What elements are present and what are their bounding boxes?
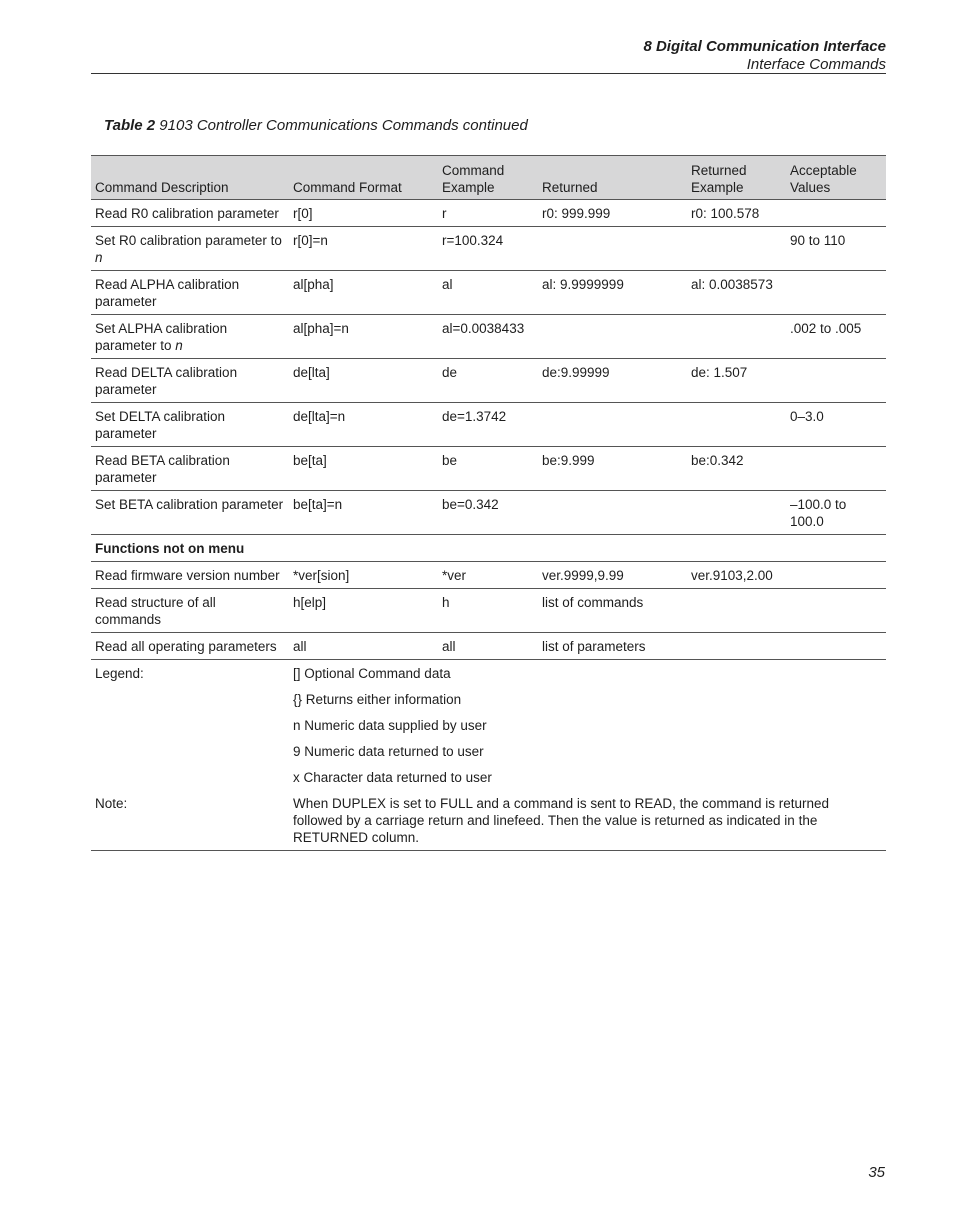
cell-example: al <box>438 271 538 315</box>
cell-format: al[pha]=n <box>289 315 438 359</box>
cell-returned-example: r0: 100.578 <box>687 200 786 227</box>
cell-example: h <box>438 589 538 633</box>
cell-description: Read ALPHA calibration parameter <box>91 271 289 315</box>
cell-values <box>786 447 886 491</box>
table-row <box>91 200 886 227</box>
page-number: 35 <box>868 1164 885 1181</box>
legend-item: {} Returns either information <box>293 692 462 707</box>
table-caption <box>104 117 528 134</box>
cell-returned <box>538 227 687 271</box>
note-row <box>91 790 886 851</box>
cell-returned <box>538 491 687 535</box>
cell-format: all <box>289 633 438 660</box>
cell-returned-example: al: 0.0038573 <box>687 271 786 315</box>
cell-returned: be:9.999 <box>538 447 687 491</box>
section-row <box>91 535 886 562</box>
table-row <box>91 491 886 535</box>
table-row <box>91 315 886 359</box>
legend-item: n Numeric data supplied by user <box>293 718 487 733</box>
cell-returned-example: ver.9103,2.00 <box>687 562 786 589</box>
cell-description: Read all operating parameters <box>91 633 289 660</box>
cell-values <box>786 589 886 633</box>
table-row <box>91 227 886 271</box>
table-row <box>91 447 886 491</box>
cell-returned: al: 9.9999999 <box>538 271 687 315</box>
cell-returned-example <box>687 589 786 633</box>
section-title: Interface Commands <box>746 56 886 73</box>
legend-row <box>91 660 886 687</box>
legend-row <box>91 764 886 790</box>
cell-values <box>786 200 886 227</box>
table-row <box>91 633 886 660</box>
column-header: Command Example <box>438 156 538 200</box>
cell-format: de[lta] <box>289 359 438 403</box>
cell-description: Set DELTA calibration parameter <box>91 403 289 447</box>
cell-description <box>91 227 289 271</box>
cell-example: de <box>438 359 538 403</box>
cell-example: *ver <box>438 562 538 589</box>
legend-row <box>91 738 886 764</box>
header-rule <box>91 73 886 74</box>
cell-values: 90 to 110 <box>786 227 886 271</box>
cell-example: r=100.324 <box>438 227 538 271</box>
cell-description: Read DELTA calibration parameter <box>91 359 289 403</box>
table-row <box>91 271 886 315</box>
caption-text: 9103 Controller Communications Commands continued <box>155 117 528 134</box>
cell-description: Read R0 calibration parameter <box>91 200 289 227</box>
cell-returned <box>538 403 687 447</box>
cell-example: al=0.0038433 <box>438 315 538 359</box>
page-header <box>643 38 886 74</box>
cell-description: Read firmware version number <box>91 562 289 589</box>
cell-format: r[0] <box>289 200 438 227</box>
cell-description: Read BETA calibration parameter <box>91 447 289 491</box>
legend-item: x Character data returned to user <box>293 770 492 785</box>
description-variable: n <box>95 250 103 265</box>
table-row <box>91 562 886 589</box>
cell-values <box>786 271 886 315</box>
cell-format: r[0]=n <box>289 227 438 271</box>
description-text: Set R0 calibration parameter to <box>95 233 282 248</box>
cell-example: all <box>438 633 538 660</box>
description-variable: n <box>175 338 183 353</box>
table-row <box>91 589 886 633</box>
cell-returned-example <box>687 315 786 359</box>
note-label: Note: <box>91 790 289 851</box>
cell-returned-example <box>687 491 786 535</box>
table-header-row <box>91 156 886 200</box>
cell-example: be=0.342 <box>438 491 538 535</box>
chapter-title: 8 Digital Communication Interface <box>643 38 886 55</box>
legend-label: Legend: <box>95 666 144 681</box>
description-text: Set ALPHA calibration parameter to <box>95 321 228 353</box>
cell-returned-example <box>687 633 786 660</box>
table-row <box>91 403 886 447</box>
column-header: Command Format <box>289 156 438 200</box>
column-header: Returned Example <box>687 156 786 200</box>
cell-description: Read structure of all commands <box>91 589 289 633</box>
cell-returned: r0: 999.999 <box>538 200 687 227</box>
cell-values: 0–3.0 <box>786 403 886 447</box>
table-row <box>91 359 886 403</box>
cell-format: h[elp] <box>289 589 438 633</box>
cell-description: Set BETA calibration parameter <box>91 491 289 535</box>
cell-returned <box>538 315 687 359</box>
cell-returned-example: de: 1.507 <box>687 359 786 403</box>
cell-returned-example <box>687 227 786 271</box>
cell-returned: list of commands <box>538 589 687 633</box>
cell-returned: list of parameters <box>538 633 687 660</box>
legend-row <box>91 686 886 712</box>
column-header: Returned <box>538 156 687 200</box>
cell-format: de[lta]=n <box>289 403 438 447</box>
legend-item: [] Optional Command data <box>293 666 451 681</box>
cell-example: de=1.3742 <box>438 403 538 447</box>
cell-values <box>786 633 886 660</box>
cell-description <box>91 315 289 359</box>
cell-values <box>786 359 886 403</box>
cell-format: *ver[sion] <box>289 562 438 589</box>
cell-values <box>786 562 886 589</box>
note-text: When DUPLEX is set to FULL and a command is sent to READ, the command is returned followed by a carriage return and linefeed. Then the value is returned as indicated in the RETURNED column. <box>289 790 886 851</box>
cell-example: be <box>438 447 538 491</box>
column-header: Acceptable Values <box>786 156 886 200</box>
cell-returned-example <box>687 403 786 447</box>
commands-table <box>91 155 886 851</box>
legend-item: 9 Numeric data returned to user <box>293 744 484 759</box>
cell-returned-example: be:0.342 <box>687 447 786 491</box>
caption-label: Table 2 <box>104 117 156 134</box>
column-header: Command Description <box>91 156 289 200</box>
cell-example: r <box>438 200 538 227</box>
cell-values: .002 to .005 <box>786 315 886 359</box>
legend-row <box>91 712 886 738</box>
cell-values: –100.0 to 100.0 <box>786 491 886 535</box>
cell-format: be[ta]=n <box>289 491 438 535</box>
cell-returned: de:9.99999 <box>538 359 687 403</box>
cell-format: be[ta] <box>289 447 438 491</box>
cell-format: al[pha] <box>289 271 438 315</box>
cell-returned: ver.9999,9.99 <box>538 562 687 589</box>
section-title-cell: Functions not on menu <box>91 535 886 562</box>
